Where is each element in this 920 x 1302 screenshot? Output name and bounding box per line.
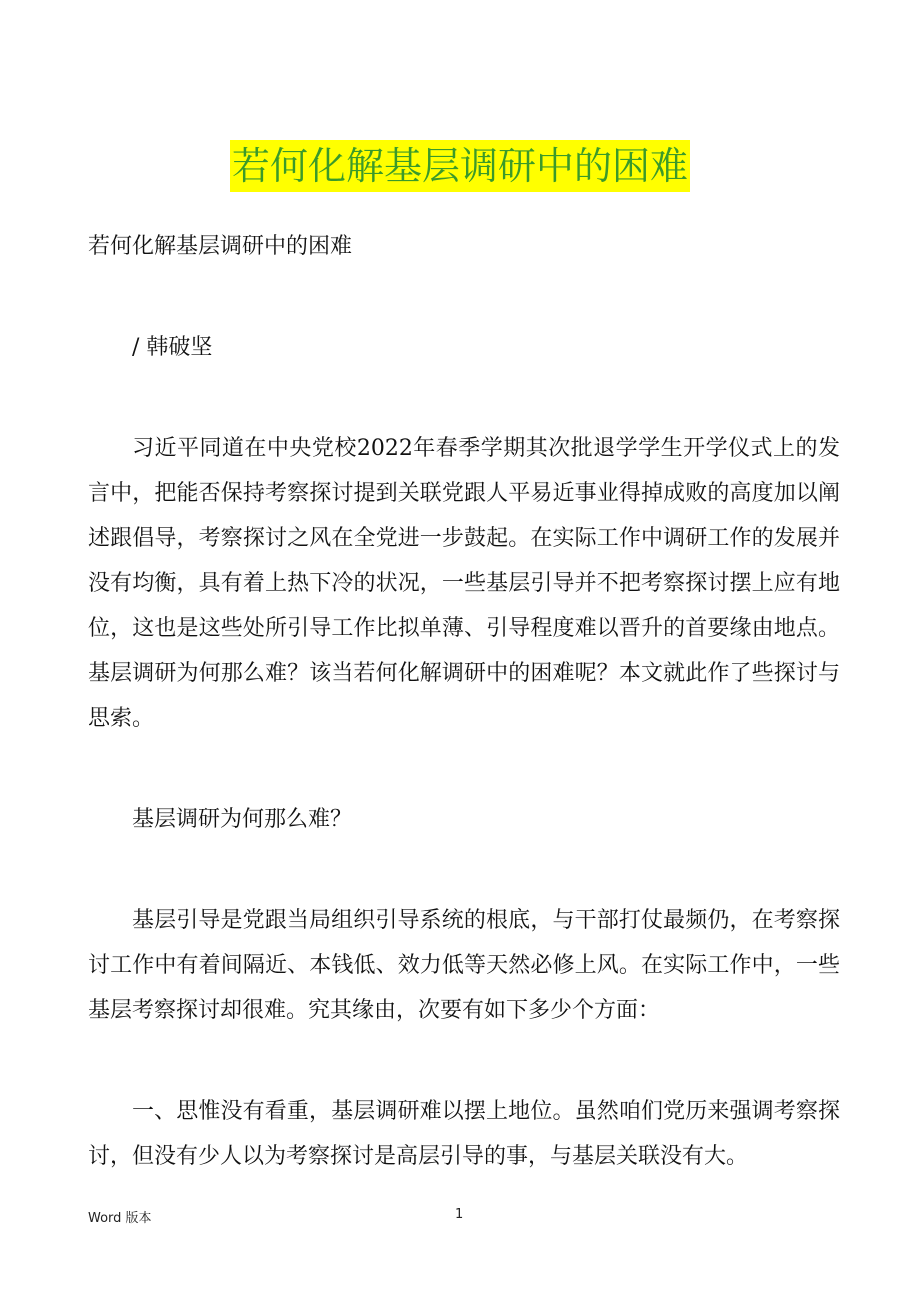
document-author: / 韩破坚	[132, 335, 213, 360]
section-heading: 基层调研为何那么难？	[132, 807, 353, 832]
title-wrapper	[0, 140, 920, 192]
document-body	[88, 224, 840, 1179]
paragraph-reasons: 基层引导是党跟当局组织引导系统的根底，与干部打仗最频仍，在考察探讨工作中有着间隔近、本钱低、效力低等天然必修上风。在实际工作中，一些基层考察探讨却很难。究其缘由，次要有如下多少个方面：	[88, 908, 840, 1023]
document-subtitle: 若何化解基层调研中的困难	[88, 234, 353, 259]
paragraph-intro: 习近平同道在中央党校2022年春季学期其次批退学学生开学仪式上的发言中，把能否保持考察探讨提到关联党跟人平易近事业得掉成败的高度加以阐述跟倡导，考察探讨之风在全党进一步鼓起。在实际工作中调研工作的发展并没有均衡，具有着上热下冷的状况，一些基层引导并不把考察探讨摆上应有地位，这也是这些处所引导工作比拟单薄、引导程度难以晋升的首要缘由地点。基层调研为何那么难？该当若何化解调研中的困难呢？本文就此作了些探讨与思索。	[88, 436, 840, 731]
document-title: 若何化解基层调研中的困难	[230, 140, 690, 192]
footer-label: Word 版本	[88, 1211, 152, 1226]
page-number: 1	[455, 1207, 464, 1222]
paragraph-point-one: 一、思惟没有看重，基层调研难以摆上地位。虽然咱们党历来强调考察探讨，但没有少人以为考察探讨是高层引导的事，与基层关联没有大。	[88, 1099, 840, 1169]
